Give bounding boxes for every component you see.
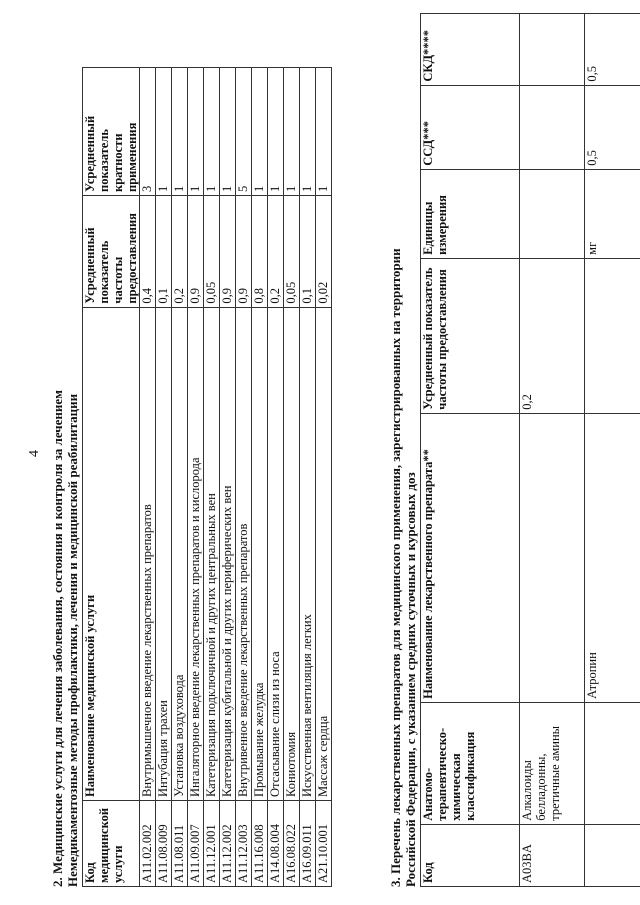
service-multiplicity: 1 (220, 68, 236, 196)
header-multiplicity: Усредненный показатель кратности применения (83, 68, 140, 196)
service-multiplicity: 1 (284, 68, 300, 196)
service-name: Кониотомия (284, 307, 300, 800)
service-frequency: 0,4 (140, 196, 156, 308)
header-skd: СКД**** (421, 14, 520, 86)
table-row (220, 68, 236, 887)
table-row (585, 14, 640, 887)
service-multiplicity: 5 (236, 68, 252, 196)
service-frequency: 0,2 (172, 196, 188, 308)
table-row (156, 68, 172, 887)
service-name: Внутримышечное введение лекарственных препаратов (140, 307, 156, 800)
drug-atc (585, 702, 640, 824)
service-code: A11.02.002 (140, 801, 156, 887)
service-code: A14.08.004 (268, 801, 284, 887)
header-unit: Единицы измерения (421, 169, 520, 258)
table-row (284, 68, 300, 887)
service-frequency: 0,1 (300, 196, 316, 308)
service-frequency: 0,02 (316, 196, 332, 308)
service-multiplicity: 1 (252, 68, 268, 196)
service-name: Установка воздуховода (172, 307, 188, 800)
service-frequency: 0,9 (220, 196, 236, 308)
drug-ssd (520, 85, 585, 169)
drug-frequency: 0,2 (520, 258, 585, 413)
drug-name (520, 413, 585, 702)
table-row (172, 68, 188, 887)
table-header-row (421, 14, 520, 887)
medical-services-table (82, 67, 332, 887)
service-multiplicity: 1 (172, 68, 188, 196)
service-multiplicity: 1 (316, 68, 332, 196)
service-name: Интубация трахеи (156, 307, 172, 800)
section-2-title: 2. Медицинские услуги для лечения заболевания, состояния и контроля за лечением (50, 389, 65, 887)
service-multiplicity: 1 (300, 68, 316, 196)
service-name: Ингаляторное введение лекарственных препаратов и кислорода (188, 307, 204, 800)
service-multiplicity: 3 (140, 68, 156, 196)
drug-unit (520, 169, 585, 258)
service-frequency: 0,2 (268, 196, 284, 308)
drug-group-code: A03BA (520, 824, 585, 886)
drug-unit: мг (585, 169, 640, 258)
service-code: A16.08.022 (284, 801, 300, 887)
service-frequency: 0,9 (188, 196, 204, 308)
header-frequency: Усредненный показатель частоты предоставления (83, 196, 140, 308)
table-row (252, 68, 268, 887)
header-ssd: ССД*** (421, 85, 520, 169)
drug-skd (520, 14, 585, 86)
header-drug-name: Наименование лекарственного препарата** (421, 413, 520, 702)
section-2-subtitle: Немедикаментозные методы профилактики, лечения и медицинской реабилитации (65, 393, 80, 887)
table-header-row (83, 68, 140, 887)
service-name: Отсасывание слизи из носа (268, 307, 284, 800)
service-multiplicity: 1 (156, 68, 172, 196)
service-name: Промывание желудка (252, 307, 268, 800)
service-code: A11.08.009 (156, 801, 172, 887)
drug-skd: 0,5 (585, 14, 640, 86)
table-row (236, 68, 252, 887)
section-3-subtitle: Российской Федерации, с указанием средних суточных и курсовых доз (403, 472, 418, 887)
service-frequency: 0,05 (284, 196, 300, 308)
service-multiplicity: 1 (204, 68, 220, 196)
header-service-name: Наименование медицинской услуги (83, 307, 140, 800)
service-name: Внутривенное введение лекарственных препаратов (236, 307, 252, 800)
table-row (520, 14, 585, 887)
service-code: A11.12.001 (204, 801, 220, 887)
service-frequency: 0,1 (156, 196, 172, 308)
drug-ssd: 0,5 (585, 85, 640, 169)
table-row (316, 68, 332, 887)
service-name: Катетеризация кубитальной и других периферических вен (220, 307, 236, 800)
service-code: A21.10.001 (316, 801, 332, 887)
service-frequency: 0,05 (204, 196, 220, 308)
service-name: Массаж сердца (316, 307, 332, 800)
service-name: Катетеризация подключичной и других центральных вен (204, 307, 220, 800)
header-atc: Анатомо-терапевтическо-химическая классификация (421, 702, 520, 824)
service-code: A11.16.008 (252, 801, 268, 887)
table-row (268, 68, 284, 887)
table-row (300, 68, 316, 887)
table-row (140, 68, 156, 887)
header-service-code: Код медицинской услуги (83, 801, 140, 887)
drug-frequency (585, 258, 640, 413)
drug-group-atc: Алкалоиды белладонны, третичные амины (520, 702, 585, 824)
page-number: 4 (27, 450, 42, 457)
service-frequency: 0,9 (236, 196, 252, 308)
service-multiplicity: 1 (268, 68, 284, 196)
service-name: Искусственная вентиляция легких (300, 307, 316, 800)
header-code: Код (421, 824, 520, 886)
service-code: A11.09.007 (188, 801, 204, 887)
drugs-table (420, 13, 640, 887)
table-row (188, 68, 204, 887)
drug-name: Атропин (585, 413, 640, 702)
service-multiplicity: 1 (188, 68, 204, 196)
service-frequency: 0,8 (252, 196, 268, 308)
drug-code (585, 824, 640, 886)
header-frequency: Усредненный показатель частоты предоставления (421, 258, 520, 413)
service-code: A11.08.011 (172, 801, 188, 887)
service-code: A11.12.002 (220, 801, 236, 887)
section-3-title: 3. Перечень лекарственных препаратов для медицинского применения, зарегистрированных на территории (388, 248, 403, 887)
service-code: A16.09.011 (300, 801, 316, 887)
table-row (204, 68, 220, 887)
service-code: A11.12.003 (236, 801, 252, 887)
